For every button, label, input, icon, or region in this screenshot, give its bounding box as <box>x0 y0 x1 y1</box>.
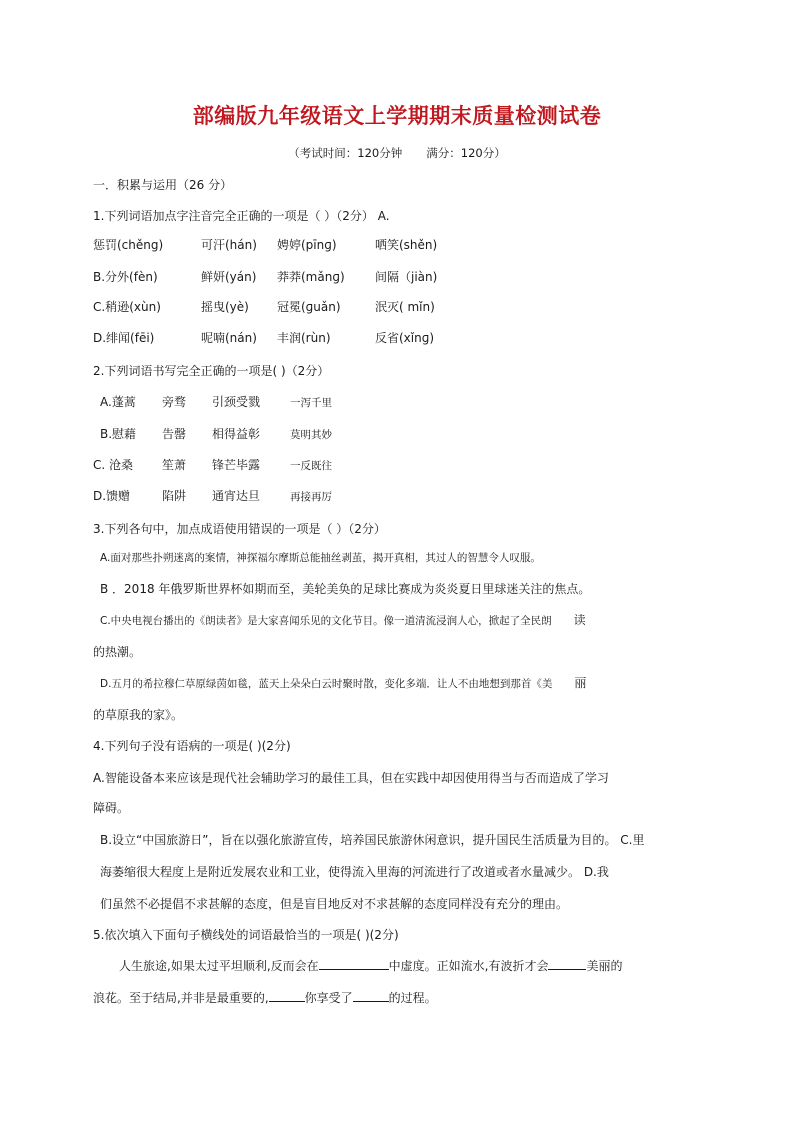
option-item: D.馈赠 <box>93 489 131 503</box>
option-item: D.绯闻(fēi) <box>93 331 155 345</box>
option-item: 惩罚(chěng) <box>93 238 164 252</box>
exam-score: 满分：120分） <box>426 146 506 160</box>
passage-text: 中虚度。正如流水,有波折才会 <box>388 959 549 973</box>
question-4-option-b: B.设立“中国旅游日”，旨在以强化旅游宣传，培养国民旅游休闲意识，提升国民生活质量为目的。 C.里 <box>100 833 645 847</box>
question-3-option-c-cont: 的热潮。 <box>93 645 142 659</box>
question-5-passage-line <box>93 957 622 974</box>
option-item: 告罄 <box>162 427 187 441</box>
option-item: 相得益彰 <box>212 427 261 441</box>
option-item: 莫明其妙 <box>290 429 332 441</box>
option-text-tail: 读 <box>573 613 586 627</box>
fill-blank <box>353 989 389 1002</box>
option-item: 摇曳(yè) <box>201 300 249 314</box>
question-4-option-a-cont: 障碍。 <box>93 801 130 815</box>
option-text: D.五月的希拉穆仁草原绿茵如毯，蓝天上朵朵白云时聚时散，变化多端．让人不由地想到那首《美 <box>100 678 553 690</box>
option-item: 再接再厉 <box>290 491 332 503</box>
question-3-option-c <box>100 611 586 628</box>
question-1-row <box>93 268 437 285</box>
question-4-option-c: 海萎缩很大程度上是附近发展农业和工业，使得流入里海的河流进行了改道或者水量减少。 D.我 <box>100 865 609 879</box>
option-item: 陷阱 <box>162 489 187 503</box>
option-item: 通宵达旦 <box>212 489 261 503</box>
question-3-option-a: A.面对那些扑朔迷离的案情，神探福尔摩斯总能抽丝剥茧，揭开真相，其过人的智慧令人叹服。 <box>100 552 541 564</box>
question-3-stem: 3.下列各句中，加点成语使用错误的一项是（ ）（2分） <box>93 522 386 536</box>
question-3-option-b: B ．2018 年俄罗斯世界杯如期而至，美轮美奂的足球比赛成为炎炎夏日里球迷关注的焦点。 <box>100 582 591 596</box>
fill-blank <box>548 957 586 970</box>
question-5-passage-line <box>93 989 437 1006</box>
section-heading: 一．积累与运用（26 分） <box>93 178 233 192</box>
option-item: 冠冕(ɡuǎn) <box>277 300 341 314</box>
option-item: 旁骛 <box>162 395 187 409</box>
option-item: 鲜妍(yán) <box>201 270 257 284</box>
option-item: 引颈受戮 <box>212 395 261 409</box>
question-4-option-a: A.智能设备本来应该是现代社会辅助学习的最佳工具，但在实践中却因使用得当与否而造成了学习 <box>93 771 609 785</box>
question-4-option-d: 们虽然不必提倡不求甚解的态度，但是盲目地反对不求甚解的态度同样没有充分的理由。 <box>100 897 569 911</box>
option-item: 哂笑(shěn) <box>375 238 438 252</box>
question-2-stem: 2.下列词语书写完全正确的一项是( )（2分） <box>93 364 330 378</box>
question-3-option-d <box>100 674 586 691</box>
option-item: 一泻千里 <box>290 397 332 409</box>
option-item: B.慰藉 <box>100 427 137 441</box>
option-item: 间隔（jiàn) <box>375 270 438 284</box>
option-item: 泯灭( mǐn) <box>375 300 435 314</box>
option-item: 莽莽(mǎnɡ) <box>277 270 345 284</box>
option-item: 呢喃(nán) <box>201 331 257 345</box>
option-item: 娉婷(pīnɡ) <box>277 238 337 252</box>
question-5-stem: 5.依次填入下面句子横线处的词语最恰当的一项是( )(2分) <box>93 928 399 942</box>
question-1-stem: 1.下列词语加点字注音完全正确的一项是（ ）（2分） A. <box>93 209 390 223</box>
fill-blank <box>319 957 389 970</box>
question-1-row <box>93 329 434 346</box>
passage-text: 人生旅途,如果太过平坦顺利,反而会在 <box>119 959 319 973</box>
option-item: 锋芒毕露 <box>212 458 261 472</box>
exam-info <box>0 145 794 161</box>
page-title: 部编版九年级语文上学期期末质量检测试卷 <box>192 104 602 128</box>
option-item: C. 沧桑 <box>93 458 134 472</box>
question-1-row <box>93 236 437 253</box>
question-3-option-d-cont: 的草原我的家》。 <box>93 708 184 722</box>
option-item: A.蓬蒿 <box>100 395 136 409</box>
question-2-row <box>100 393 332 410</box>
option-item: 一反既往 <box>290 460 332 472</box>
exam-time: （考试时间：120分钟 <box>288 146 403 160</box>
question-2-row <box>100 425 332 442</box>
option-text: C.中央电视台播出的《朗读者》是大家喜闻乐见的文化节目。像一道清流浸润人心，掀起了全民朗 <box>100 615 552 627</box>
option-item: 丰润(rùn) <box>277 331 331 345</box>
question-1-row <box>93 298 435 315</box>
question-2-row <box>93 487 332 504</box>
option-item: 可汗(hán) <box>201 238 257 252</box>
question-4-stem: 4.下列句子没有语病的一项是( )(2分) <box>93 739 291 753</box>
passage-text: 美丽的 <box>586 959 623 973</box>
option-item: B.分外(fèn) <box>93 270 158 284</box>
passage-text: 的过程。 <box>388 991 437 1005</box>
fill-blank <box>269 989 305 1002</box>
option-item: 笙萧 <box>162 458 187 472</box>
question-2-row <box>93 456 332 473</box>
option-item: 反省(xǐnɡ) <box>375 331 435 345</box>
option-item: C.稍逊(xùn) <box>93 300 161 314</box>
passage-text: 你享受了 <box>304 991 353 1005</box>
option-text-tail: 丽 <box>574 676 587 690</box>
passage-text: 浪花。至于结局,并非是最重要的, <box>93 991 269 1005</box>
